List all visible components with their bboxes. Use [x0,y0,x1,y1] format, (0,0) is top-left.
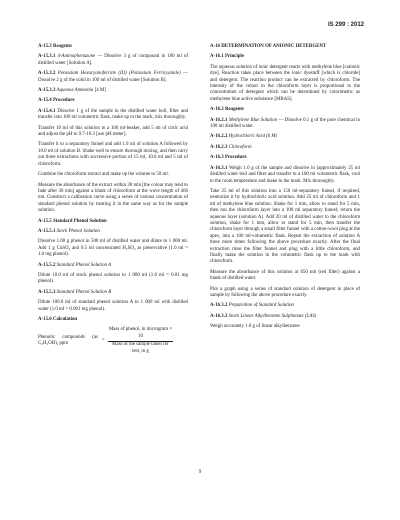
clause-number: A-16.3.1 [210,165,228,171]
paragraph-text: Weigh accurately 1.0 g of linear alkylbenzene [210,324,300,330]
clause-number: A-15.4.1 [38,108,56,114]
paragraph-text: [4 M] [94,88,106,94]
clause-number: A-15.3.1 [38,54,56,60]
formula-equals: = [101,338,105,344]
paragraph-text: — Dissolve 0.1 g of the pure chemical in 100 ml distilled water. [210,117,360,130]
paragraph [38,273,188,286]
paragraph-text: Transfer 10 ml of this solution to a 100 ml-beaker, add 5 ml of citric acid and adjust the pH to 9.7-10.3 [use pH meter]. [38,125,188,138]
clause-title: Methylene Blue Solution [228,117,278,123]
paragraph-text: Measure the absorbance of this solution at 650 nm (red filter) against a blank of distilled water. [210,269,360,282]
paragraph [38,142,188,168]
section-heading: A-16.3 Procedure [210,155,247,161]
paragraph [38,88,188,94]
clause-title: Potassium Hexacyanoferrate (III) (Potassium Ferricyanide) [57,71,181,77]
paragraph [38,239,188,258]
paragraph-text: Dissolve 1.00 g phenol in 500 ml of distilled water and dilute to 1 000 ml. Add 1 g CuSO₄ and 0.5 ml concentrated H₂SO₄ as preservative (1.0 ml = 1.0 mg phenol). [38,239,188,258]
paragraph-text: Plot a graph using a series of standard solution of detergent in place of sample by following the above procedure exactly. [210,286,360,298]
clause-title: Standard Phenol Solution A [56,262,112,268]
paragraph [210,134,360,140]
paragraph-text: The aqueous solution of ionic detergent reacts with methylene blue [cationic dye]. Reaction takes place between the ionic dyestuff [which is chloride] and detergent. The reaction product can be extracted by chloroform. The intensity of the colour in the chloroform layer is proportional to the concentration of detergent which can be determined by colorimetric as methylene blue active substance [MBAS]. [210,64,360,102]
clause-title: Standard Phenol Solution B [56,289,112,295]
paragraph-text: Transfer it to a separatory funnel and add 1.0 ml of solution A followed by 10.0 ml of solution B. Shake well to ensure thorough mixing, and then carry out three extractions with successive portion of 15 ml, 10.0 ml and 5 ml of chloroform. [38,142,188,167]
clause-number: A-16.2.1 [210,117,228,123]
paragraph [38,290,188,296]
paragraph-text: — Dissolve 3 g of compound in 100 ml of distilled water [Solution A]. [38,54,188,66]
paragraph [210,65,360,103]
clause-title: Preparation of Standard Solution [228,303,294,309]
clause-number: A-15.3.3 [38,88,56,94]
section-heading: A-16 DETERMINATION OF ANIONIC DETERGENT [210,44,327,49]
section-heading: A-15.6 Calculation [38,317,78,322]
clause-number: A-16.2.3 [210,144,228,150]
paragraph [210,324,360,330]
clause-number: A-15.5.2 [38,262,56,268]
paragraph [38,71,188,84]
section-heading: A-15.3 Reagents [38,44,72,49]
page-number: 9 [198,470,202,475]
paragraph [38,109,188,122]
clause-title: 4-Aminophenazone [57,54,96,60]
section-heading: A-15.4 Procedure [38,98,75,104]
paragraph [210,189,360,266]
clause-number: A-15.3.2 [38,71,56,77]
section-heading: A-16.2 Reagents [210,107,244,113]
paragraph-text: — Dissolve 2 g of the solid in 100 ml of distilled water [Solution B]. [38,71,188,83]
paragraph [210,303,360,309]
formula-denominator: Mass of the sample taken for test, in g [112,342,169,354]
left-column [38,44,188,355]
clause-number: A-15.5.1 [38,228,56,234]
paragraph [210,270,360,283]
paragraph-text: Dissolve 1 g of the sample in the distilled water boil, filter and transfer into 100 ml volumetric flask, make up to the mark, mix thoroughly. [38,108,188,121]
paragraph [38,229,188,235]
paragraph [38,172,188,178]
paragraph-text: Weigh 1.0 g of the sample and dissolve in (approximately 25 ml distilled water boil and filter and transfer to a 100 ml volumetric flask, cool to the room temperature and make to the mark. Mix thoroughly. [210,165,360,184]
right-column [210,44,360,335]
formula-lhs: Phenolic compounds (as C₆H₅OH), ppm [38,334,98,347]
paragraph [38,300,188,313]
standard-number: IS 299 : 2012 [327,22,364,28]
paragraph [38,263,188,269]
paragraph-text: Take 25 ml of this solution into a 150 ml-separatory funnel, if required, neutralize it by hydrochloric acid solution. Add 25 ml of chloroform and 1 ml of methylene blue solution. Shake for 1 min, allow to stand for 5 min, then run the chloroform layer into a 100 ml separatory funnel; return the aqueous layer (solution A). Add 20 ml of distilled water to the chloroform solution, shake for 1 min, allow to stand for 5 min, then transfer the chloroform layer through a small filter funnel with a cotton-wool plug at the apex, into a 100 ml-volumetric flask. Repeat the extraction of solution A three more times following the above procedure exactly. After the final extraction rinse the filter funnel and plug with a little chloroform, and finally make the solution in the volumetric flask up to the mark with chloroform. [210,188,360,265]
formula-fraction [108,327,173,355]
paragraph-text: Dilute 100.0 ml of standard phenol solution A to 1 000 ml with distilled water (1.0 ml = 0.001 mg phenol). [38,300,188,312]
paragraph-text: Combine the chloroform extract and make up the volume to 50 ml. [38,172,169,178]
clause-number: A-16.3.2 [210,303,228,309]
clause-number: A-15.5.3 [38,289,56,295]
paragraph [38,183,188,215]
paragraph [210,166,360,185]
clause-number: A-16.3.3 [210,313,228,319]
section-heading: A-16.1 Principle [210,54,244,60]
clause-title: Hydrochloric Acid (6 M) [228,134,278,140]
paragraph [210,287,360,300]
calculation-formula [38,327,188,355]
clause-title: Chloroform [228,144,252,150]
formula-numerator: Mass of phenol, in microgram × 10 [108,327,173,342]
paragraph [38,54,188,67]
clause-title: Stock Phenol Solution [56,228,100,234]
paragraph-text: Dilute 10.0 ml of stock phenol solution to 1 000 ml (1.0 ml = 0.01 mg phenol). [38,272,188,285]
clause-title: Stock Linear Alkylbenzene Sulphonate (LAS) [228,313,317,319]
paragraph-text: Measure the absorbance of the extract within 30 min [the colour may tend to fade after 30 min] against a blank of chloroform at the wave length of 460 nm. Construct a calibration curve using a series of various concentration of standard phenol solution by treating it in the same way as for the sample solution. [38,182,188,214]
paragraph [210,314,360,320]
paragraph [210,145,360,151]
clause-title: Aqueous Ammonia [56,88,94,94]
clause-number: A-16.2.2 [210,134,228,140]
paragraph [210,118,360,131]
section-heading: A-15.5 Standard Phenol Solution [38,218,107,224]
paragraph [38,126,188,139]
